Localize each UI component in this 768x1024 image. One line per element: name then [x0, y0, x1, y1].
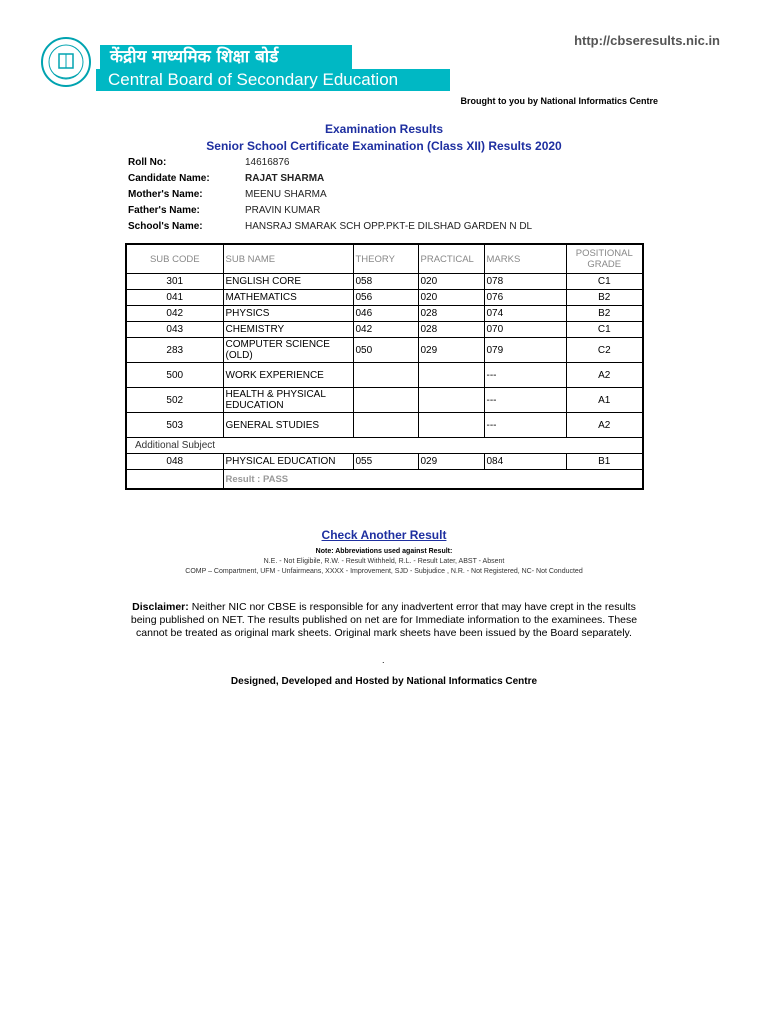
sub-code: 043	[126, 322, 223, 338]
sub-code: 041	[126, 290, 223, 306]
theory	[353, 413, 418, 438]
sub-name: CHEMISTRY	[223, 322, 353, 338]
separator-dot: .	[382, 655, 385, 665]
roll-number: 14616876	[245, 156, 290, 168]
header-theory: THEORY	[353, 244, 418, 274]
table-row	[126, 274, 643, 290]
sub-name: COMPUTER SCIENCE (OLD)	[223, 338, 353, 363]
table-row	[126, 413, 643, 438]
exam-title: Examination Results	[324, 122, 444, 136]
header-sub-name: SUB NAME	[223, 244, 353, 274]
candidate-info	[128, 154, 532, 234]
marks: ---	[484, 363, 566, 388]
table-row	[126, 306, 643, 322]
check-another-result	[0, 526, 768, 544]
sub-name: MATHEMATICS	[223, 290, 353, 306]
header-grade: POSITIONAL GRADE	[566, 244, 643, 274]
theory: 056	[353, 290, 418, 306]
grade: C1	[566, 274, 643, 290]
grade: B2	[566, 306, 643, 322]
site-url: http://cbseresults.nic.in	[574, 33, 720, 48]
result-status: Result : PASS	[223, 470, 643, 490]
check-another-result-link[interactable]: Check Another Result	[321, 528, 447, 542]
sub-code: 301	[126, 274, 223, 290]
theory	[353, 363, 418, 388]
marks: ---	[484, 413, 566, 438]
table-row	[126, 363, 643, 388]
theory: 055	[353, 454, 418, 470]
marks-table	[125, 243, 644, 490]
note-line-1: N.E. - Not Eligibile, R.W. - Result Withheld, R.L. - Result Later, ABST - Absent	[263, 558, 505, 565]
practical: 029	[418, 454, 484, 470]
theory	[353, 388, 418, 413]
marks: 084	[484, 454, 566, 470]
sub-code: 503	[126, 413, 223, 438]
father-name: PRAVIN KUMAR	[245, 204, 321, 216]
header-practical: PRACTICAL	[418, 244, 484, 274]
practical: 028	[418, 306, 484, 322]
name-label: Candidate Name:	[128, 172, 210, 184]
grade: A1	[566, 388, 643, 413]
school-label: School's Name:	[128, 220, 203, 232]
sub-code: 500	[126, 363, 223, 388]
table-row	[126, 290, 643, 306]
marks: ---	[484, 388, 566, 413]
footer-credit: Designed, Developed and Hosted by National Informatics Centre	[230, 676, 538, 687]
cbse-logo-icon	[40, 36, 92, 88]
table-row	[126, 338, 643, 363]
disclaimer	[128, 601, 640, 640]
grade: A2	[566, 413, 643, 438]
practical	[418, 363, 484, 388]
result-row	[126, 470, 643, 490]
practical: 020	[418, 274, 484, 290]
roll-label: Roll No:	[128, 156, 167, 168]
marks: 079	[484, 338, 566, 363]
father-label: Father's Name:	[128, 204, 200, 216]
disclaimer-label: Disclaimer:	[132, 601, 189, 613]
theory: 050	[353, 338, 418, 363]
board-title-english: Central Board of Secondary Education	[96, 69, 450, 91]
practical: 029	[418, 338, 484, 363]
table-row	[126, 388, 643, 413]
grade: C1	[566, 322, 643, 338]
table-row	[126, 322, 643, 338]
grade: B1	[566, 454, 643, 470]
school-name: HANSRAJ SMARAK SCH OPP.PKT-E DILSHAD GARDEN N DL	[245, 220, 533, 232]
theory: 042	[353, 322, 418, 338]
additional-subject-label: Additional Subject	[126, 438, 643, 454]
practical	[418, 388, 484, 413]
board-title-hindi: केंद्रीय माध्यमिक शिक्षा बोर्ड	[100, 45, 352, 69]
practical: 028	[418, 322, 484, 338]
practical: 020	[418, 290, 484, 306]
theory: 046	[353, 306, 418, 322]
table-row	[126, 454, 643, 470]
grade: C2	[566, 338, 643, 363]
mother-name: MEENU SHARMA	[245, 188, 327, 200]
marks: 078	[484, 274, 566, 290]
grade: A2	[566, 363, 643, 388]
practical	[418, 413, 484, 438]
credit-text: Brought to you by National Informatics Centre	[460, 96, 658, 106]
marks: 070	[484, 322, 566, 338]
grade: B2	[566, 290, 643, 306]
sub-name: HEALTH & PHYSICAL EDUCATION	[223, 388, 353, 413]
exam-subtitle: Senior School Certificate Examination (Class XII) Results 2020	[206, 139, 562, 153]
marks: 076	[484, 290, 566, 306]
note-title: Note: Abbreviations used against Result:	[315, 548, 453, 555]
sub-name: GENERAL STUDIES	[223, 413, 353, 438]
candidate-name: RAJAT SHARMA	[245, 172, 325, 184]
result-empty-cell	[126, 470, 223, 490]
sub-name: PHYSICAL EDUCATION	[223, 454, 353, 470]
sub-code: 042	[126, 306, 223, 322]
sub-code: 502	[126, 388, 223, 413]
additional-subject-row	[126, 438, 643, 454]
sub-name: PHYSICS	[223, 306, 353, 322]
marks: 074	[484, 306, 566, 322]
mother-label: Mother's Name:	[128, 188, 203, 200]
header-sub-code: SUB CODE	[126, 244, 223, 274]
disclaimer-text: Neither NIC nor CBSE is responsible for any inadvertent error that may have crept in the results being published on NET. The results published on net are for Immediate information to the examinees. These cannot be treated as original mark sheets. Original mark sheets have been issued by the Board separately.	[130, 601, 638, 639]
sub-code: 283	[126, 338, 223, 363]
theory: 058	[353, 274, 418, 290]
note-line-2: COMP – Compartment, UFM - Unfairmeans, XXXX - Improvement, SJD - Subjudice , N.R. - Not Registered, NC- Not Conducted	[185, 568, 583, 575]
sub-name: ENGLISH CORE	[223, 274, 353, 290]
sub-code: 048	[126, 454, 223, 470]
sub-name: WORK EXPERIENCE	[223, 363, 353, 388]
header-marks: MARKS	[484, 244, 566, 274]
table-header-row	[126, 244, 643, 274]
